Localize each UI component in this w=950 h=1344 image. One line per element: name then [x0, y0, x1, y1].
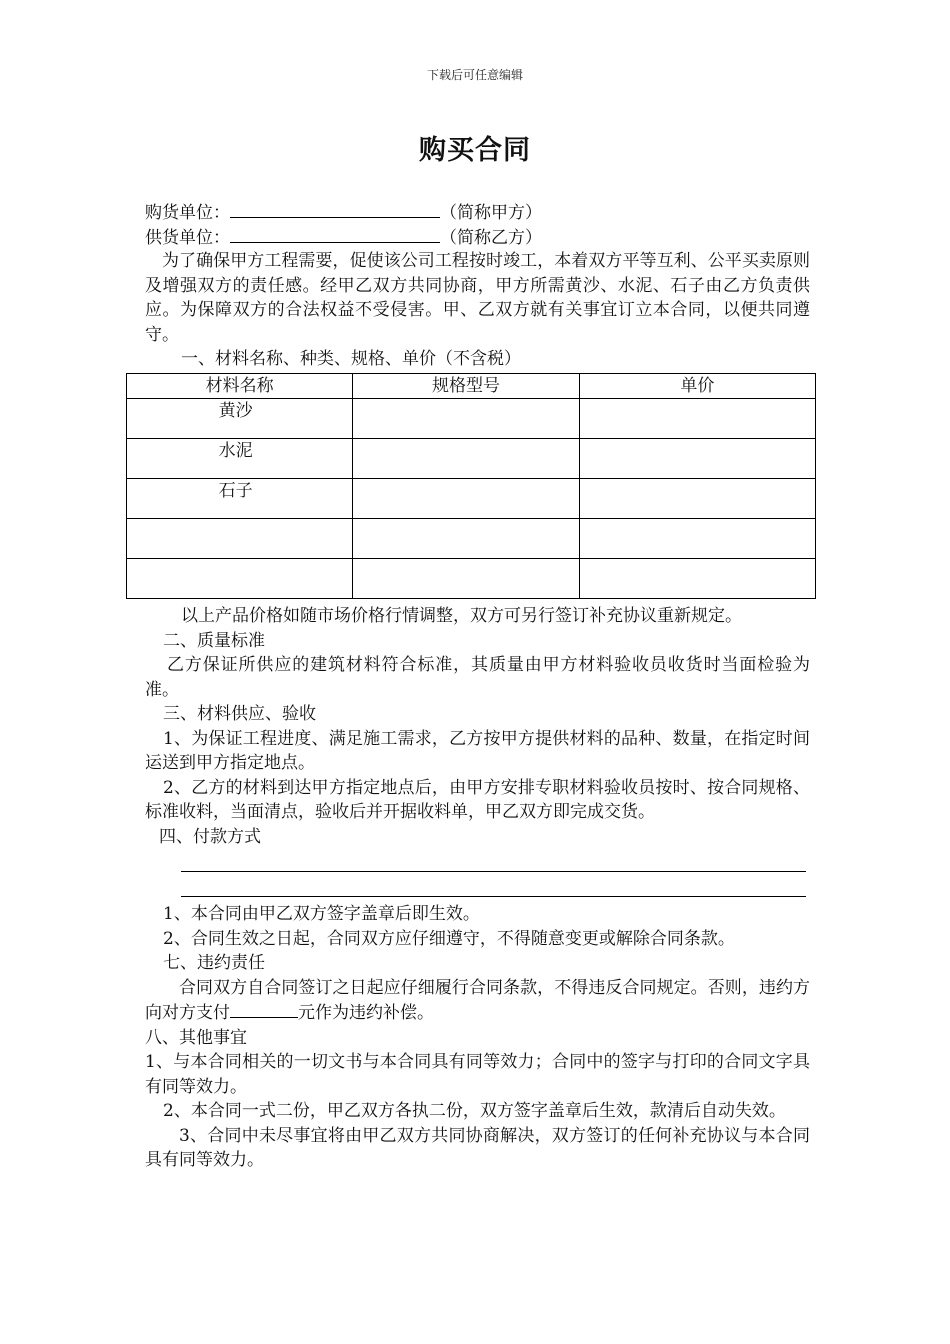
header-material-name: 材料名称	[127, 374, 353, 399]
spec-cell[interactable]	[353, 559, 579, 599]
price-cell[interactable]	[579, 479, 815, 519]
section-8-heading: 八、其他事宜	[145, 1027, 247, 1048]
other-clause-2: 2、本合同一式二份，甲乙双方各执二份，双方签字盖章后生效，款清后自动失效。	[163, 1101, 786, 1121]
table-header-row	[127, 374, 816, 399]
table-row	[127, 439, 816, 479]
spec-cell[interactable]	[353, 519, 579, 559]
section-4-heading: 四、付款方式	[159, 826, 261, 847]
table-row	[127, 479, 816, 519]
breach-paragraph	[145, 976, 810, 1026]
parties-block	[145, 200, 810, 372]
material-name-cell: 黄沙	[127, 399, 353, 439]
price-cell[interactable]	[579, 519, 815, 559]
other-clause-3: 3、合同中未尽事宜将由甲乙双方共同协商解决，双方签订的任何补充协议与本合同具有同等效力。	[145, 1125, 810, 1170]
spec-cell[interactable]	[353, 399, 579, 439]
material-name-cell: 水泥	[127, 439, 353, 479]
terms-block	[145, 604, 810, 849]
buyer-blank[interactable]	[230, 200, 440, 218]
breach-text-b: 元作为违约补偿。	[298, 1003, 434, 1023]
seller-line	[145, 225, 810, 250]
table-row	[127, 519, 816, 559]
spec-cell[interactable]	[353, 439, 579, 479]
effect-clause-2: 2、合同生效之日起，合同双方应仔细遵守，不得随意变更或解除合同条款。	[163, 928, 735, 949]
table-row	[127, 559, 816, 599]
price-cell[interactable]	[579, 559, 815, 599]
supply-clause-2: 2、乙方的材料到达甲方指定地点后，由甲方安排专职材料验收员按时、按合同规格、标准收料，当面清点，验收后并开据收料单，甲乙双方即完成交货。	[145, 777, 810, 822]
materials-table	[126, 373, 816, 599]
buyer-label: 购货单位：	[145, 203, 230, 223]
material-name-cell[interactable]	[127, 559, 353, 599]
section-7-heading: 七、违约责任	[163, 953, 265, 973]
payment-blank-line-2[interactable]	[181, 896, 806, 897]
intro-paragraph: 为了确保甲方工程需要，促使该公司工程按时竣工，本着双方平等互利、公平买卖原则及增强双方的责任感。经甲乙双方共同协商，甲方所需黄沙、水泥、石子由乙方负责供应。为保障双方的合法权益不受侵害。甲、乙双方就有关事宜订立本合同，以便共同遵守。	[145, 251, 810, 345]
breach-text-a: 合同双方自合同签订之日起应仔细履行合同条款，不得违反合同规定。否则，违约方向对方支付	[145, 977, 810, 1023]
material-name-cell[interactable]	[127, 519, 353, 559]
quality-paragraph: 乙方保证所供应的建筑材料符合标准，其质量由甲方材料验收员收货时当面检验为准。	[145, 655, 810, 700]
table-row	[127, 399, 816, 439]
payment-blank-line-1[interactable]	[181, 871, 806, 872]
price-cell[interactable]	[579, 439, 815, 479]
section-1-heading: 一、材料名称、种类、规格、单价（不含税）	[181, 349, 521, 369]
spec-cell[interactable]	[353, 479, 579, 519]
seller-suffix: （简称乙方）	[440, 227, 542, 248]
effect-clause-1: 1、本合同由甲乙双方签字盖章后即生效。	[163, 904, 480, 924]
price-adjust-note: 以上产品价格如随市场价格行情调整，双方可另行签订补充协议重新规定。	[181, 606, 742, 626]
price-cell[interactable]	[579, 399, 815, 439]
penalty-amount-blank[interactable]	[230, 1000, 298, 1018]
buyer-suffix: （简称甲方）	[440, 203, 542, 223]
header-note: 下载后可任意编辑	[426, 68, 523, 82]
material-name-cell: 石子	[127, 479, 353, 519]
other-clause-1: 1、与本合同相关的一切文书与本合同具有同等效力；合同中的签字与打印的合同文字具有同等效力。	[145, 1052, 810, 1097]
document-title: 购买合同	[419, 135, 531, 166]
section-3-heading: 三、材料供应、验收	[163, 704, 316, 724]
buyer-line	[145, 200, 810, 225]
seller-label: 供货单位：	[145, 227, 230, 248]
header-spec: 规格型号	[353, 374, 579, 399]
section-2-heading: 二、质量标准	[163, 630, 265, 651]
final-terms-block	[145, 902, 810, 1173]
seller-blank[interactable]	[230, 225, 440, 243]
supply-clause-1: 1、为保证工程进度、满足施工需求，乙方按甲方提供材料的品种、数量，在指定时间运送到甲方指定地点。	[145, 728, 810, 773]
header-unit-price: 单价	[579, 374, 815, 399]
